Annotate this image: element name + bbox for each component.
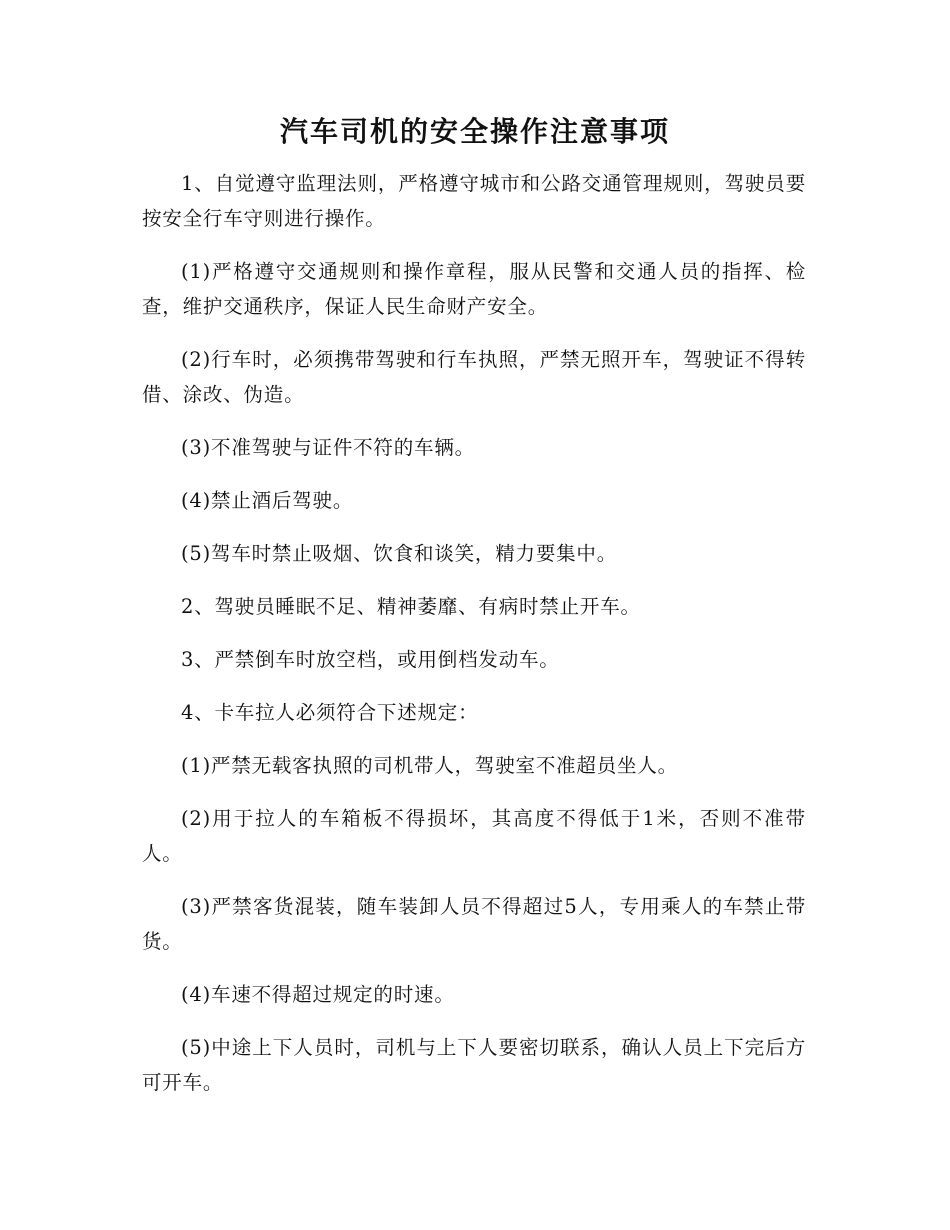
paragraph: 1、自觉遵守监理法则，严格遵守城市和公路交通管理规则，驾驶员要按安全行车守则进行操作。 (142, 172, 806, 230)
paragraph: (2)行车时，必须携带驾驶和行车执照，严禁无照开车，驾驶证不得转借、涂改、伪造。 (142, 348, 806, 406)
paragraph: 4、卡车拉人必须符合下述规定： (181, 701, 479, 724)
paragraph: 3、严禁倒车时放空档，或用倒档发动车。 (181, 648, 560, 671)
paragraph: (5)中途上下人员时，司机与上下人要密切联系，确认人员上下完后方可开车。 (142, 1036, 806, 1094)
paragraph: (1)严禁无载客执照的司机带人，驾驶室不准超员坐人。 (181, 754, 678, 777)
paragraph: (3)严禁客货混装，随车装卸人员不得超过5人，专用乘人的车禁止带货。 (142, 895, 806, 953)
paragraph: (2)用于拉人的车箱板不得损坏，其高度不得低于1米，否则不准带人。 (142, 807, 806, 865)
paragraph: (3)不准驾驶与证件不符的车辆。 (181, 436, 475, 459)
paragraph: 2、驾驶员睡眠不足、精神萎靡、有病时禁止开车。 (181, 595, 641, 618)
document-body (142, 166, 806, 1118)
paragraph: (4)车速不得超过规定的时速。 (181, 983, 455, 1006)
document-title: 汽车司机的安全操作注意事项 (279, 115, 670, 148)
paragraph: (4)禁止酒后驾驶。 (181, 489, 354, 512)
paragraph: (5)驾车时禁止吸烟、饮食和谈笑，精力要集中。 (181, 542, 618, 565)
paragraph: (1)严格遵守交通规则和操作章程，服从民警和交通人员的指挥、检查，维护交通秩序，保证人民生命财产安全。 (142, 260, 806, 318)
